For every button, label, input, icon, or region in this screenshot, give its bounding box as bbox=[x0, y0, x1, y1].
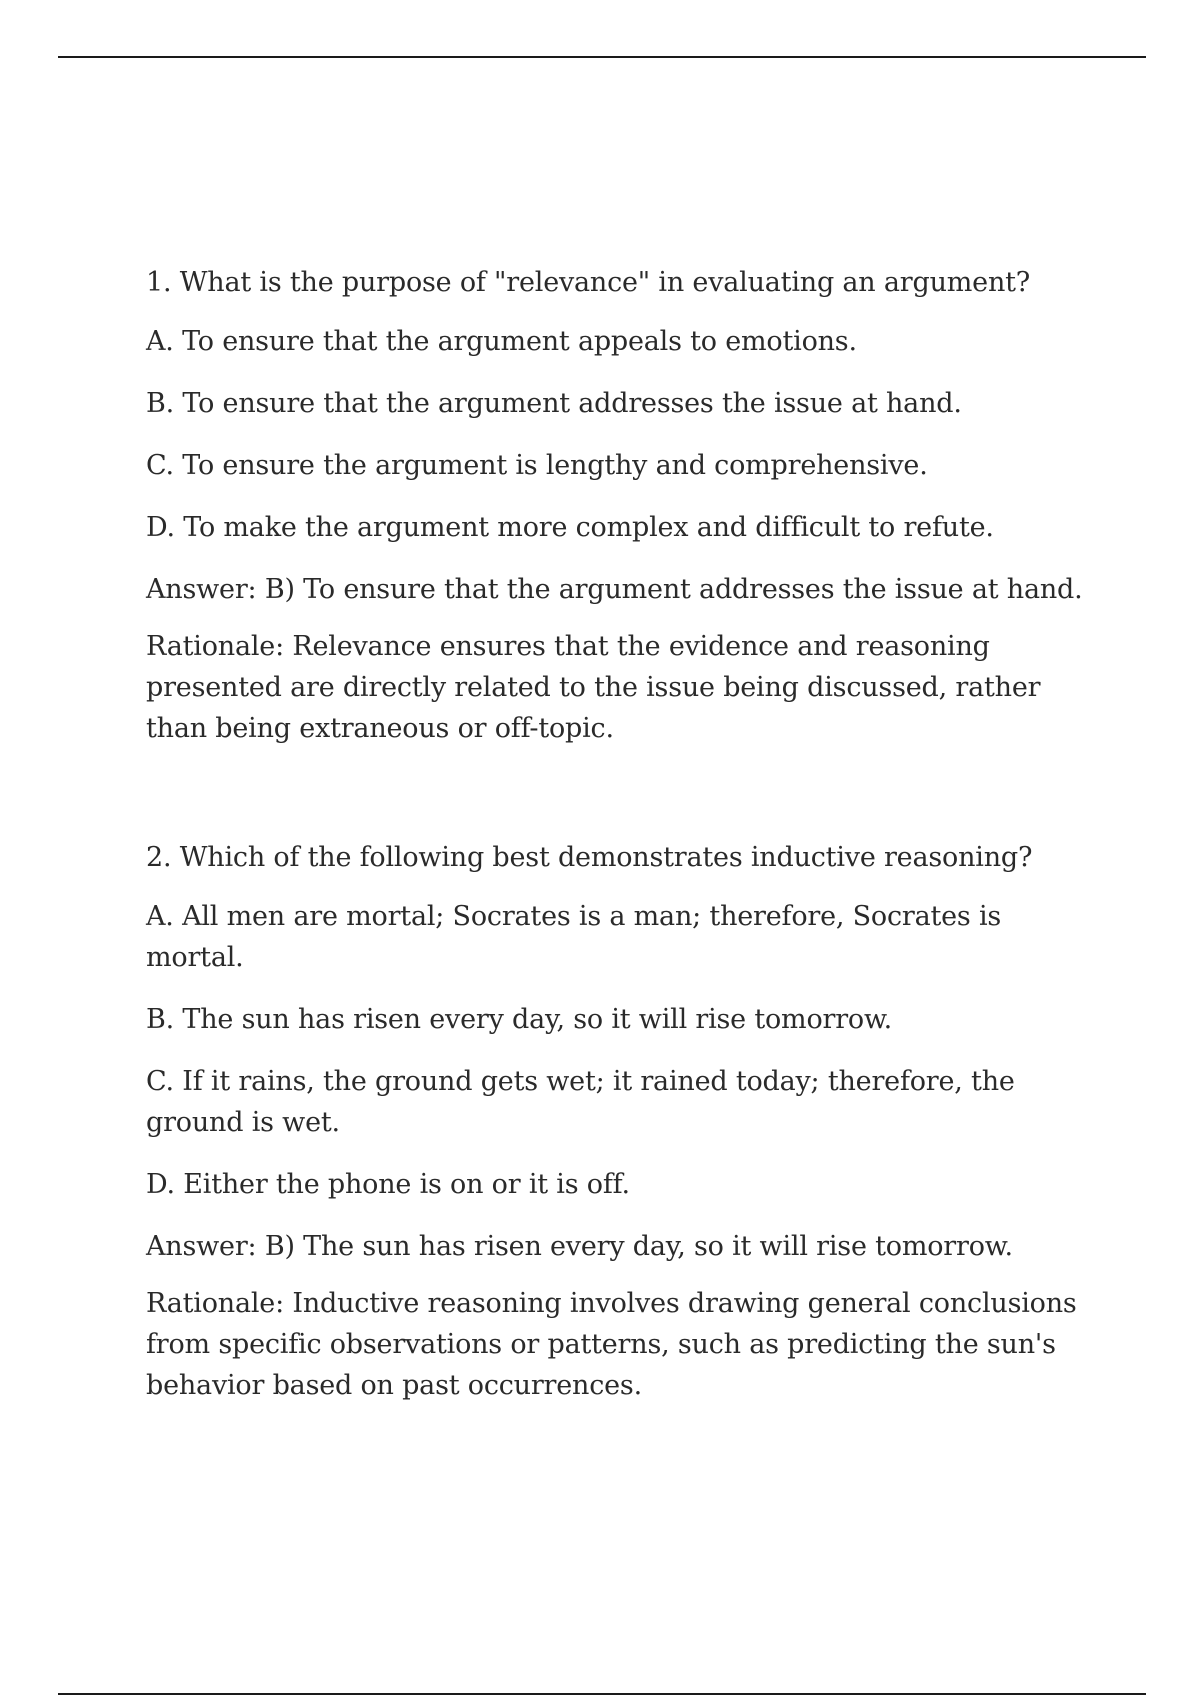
answer-text: Answer: B) The sun has risen every day, so it will rise tomorrow. bbox=[146, 1231, 1013, 1262]
option-a: A. To ensure that the argument appeals to emotions. bbox=[146, 326, 857, 357]
rationale-text: Rationale: Relevance ensures that the evidence and reasoning presented are directly related to the issue being discussed, rather than being extraneous or off-topic. bbox=[146, 631, 1041, 744]
option-d: D. Either the phone is on or it is off. bbox=[146, 1169, 630, 1200]
top-rule bbox=[58, 56, 1146, 58]
option-d: D. To make the argument more complex and difficult to refute. bbox=[146, 512, 994, 543]
question-text: 2. Which of the following best demonstrates inductive reasoning? bbox=[146, 842, 1033, 873]
rationale-text: Rationale: Inductive reasoning involves drawing general conclusions from specific observations or patterns, such as predicting the sun's behavior based on past occurrences. bbox=[146, 1288, 1077, 1401]
option-b: B. The sun has risen every day, so it will rise tomorrow. bbox=[146, 1004, 893, 1035]
document-body bbox=[146, 262, 1096, 1406]
question-block-1 bbox=[146, 262, 1096, 749]
option-c: C. If it rains, the ground gets wet; it rained today; therefore, the ground is wet. bbox=[146, 1066, 1015, 1138]
option-b: B. To ensure that the argument addresses the issue at hand. bbox=[146, 388, 962, 419]
option-c: C. To ensure the argument is lengthy and comprehensive. bbox=[146, 450, 928, 481]
bottom-rule bbox=[58, 1693, 1146, 1695]
question-block-2 bbox=[146, 837, 1096, 1406]
answer-text: Answer: B) To ensure that the argument addresses the issue at hand. bbox=[146, 574, 1083, 605]
question-text: 1. What is the purpose of "relevance" in evaluating an argument? bbox=[146, 267, 1031, 298]
option-a: A. All men are mortal; Socrates is a man; therefore, Socrates is mortal. bbox=[146, 901, 1002, 973]
